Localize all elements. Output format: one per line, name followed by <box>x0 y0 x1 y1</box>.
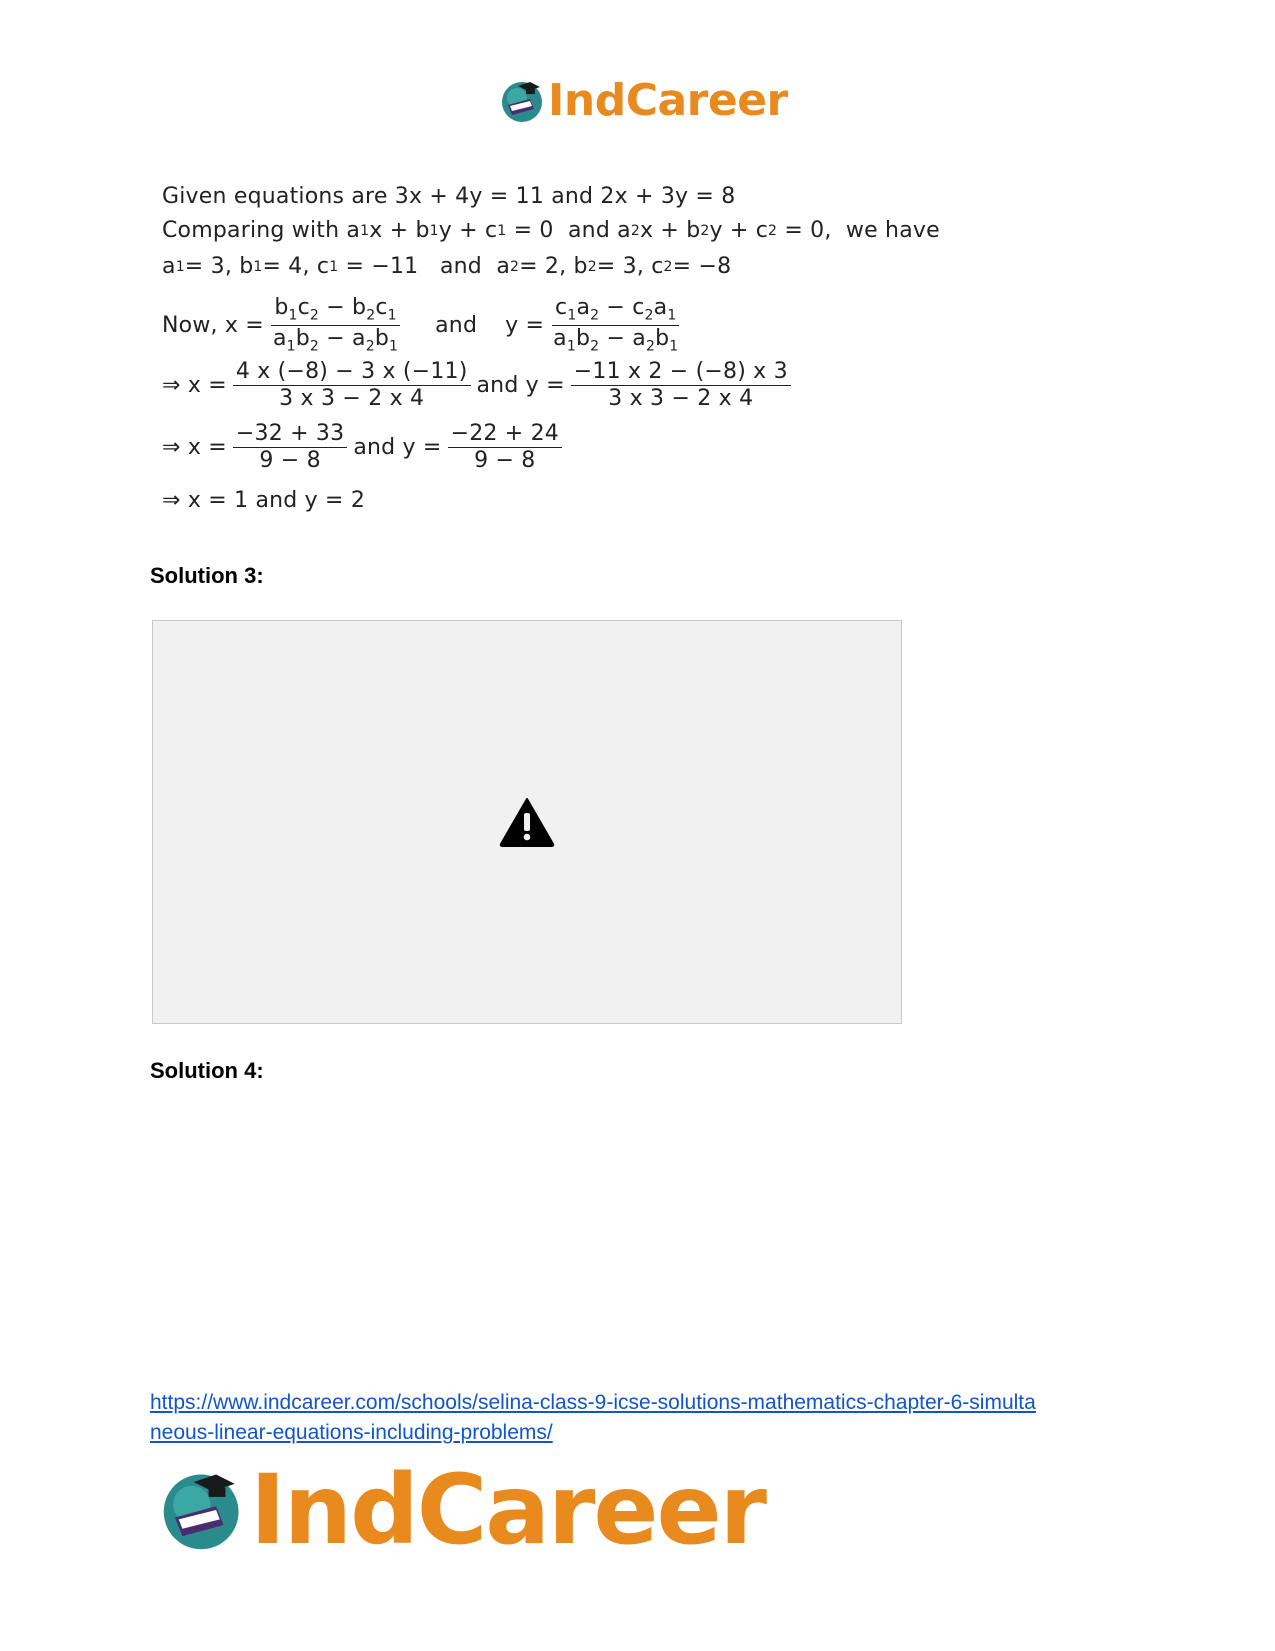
warning-icon <box>499 797 555 847</box>
fraction: $\frac{-22 + 24}{9 - 8}$ <box>448 422 562 473</box>
fraction: $\frac{-32 + 33}{9 - 8}$ <box>233 422 347 473</box>
globe-book-icon <box>500 78 546 124</box>
math-line: ⇒ x = $\frac{-32 + 33}{9 - 8}$ and y = $\frac{-22 + 24}{9 - 8}$ <box>162 422 568 473</box>
math-line: Comparing with a 1 x + b 1 y + c 1 = 0 and a 2 x + b 2 y + c 2 = 0, we have <box>162 218 940 243</box>
link-line[interactable]: neous-linear-equations-including-problems/ <box>150 1421 553 1444</box>
fraction: $\frac{c_1a_2 - c_2a_1}{a_1b_2 - a_2b_1}$ <box>553 295 679 355</box>
solution-4-heading: Solution 4: <box>150 1058 264 1083</box>
fraction: $\frac{-11 x 2 - (-8) x 3}{3 x 3 - 2 x 4}$ <box>571 360 791 411</box>
fraction: $\frac{4 x (-8) - 3 x (-11)}{3 x 3 - 2 x 4}$ <box>233 360 471 411</box>
fraction: $\frac{b_1c_2 - b_2c_1}{a_1b_2 - a_2b_1}$ <box>272 295 399 355</box>
globe-book-icon <box>160 1467 246 1553</box>
logo-wordmark: IndCareer <box>250 1454 765 1566</box>
link-line[interactable]: https://www.indcareer.com/schools/selina-class-9-icse-solutions-mathematics-chapter-6-simulta <box>150 1391 1036 1414</box>
math-line: a 1 = 3, b 1 = 4, c 1 = −11 and a 2 = 2, b 2 = 3, c 2 = −8 <box>162 254 732 279</box>
header-logo <box>500 75 788 126</box>
math-line: Given equations are 3x + 4y = 11 and 2x + 3y = 8 <box>162 184 736 209</box>
solution-3-heading: Solution 3: <box>150 563 264 588</box>
math-line: ⇒ x = $\frac{4 x (-8) - 3 x (-11)}{3 x 3 - 2 x 4}$ and y = $\frac{-11 x 2 - (-8) x 3}{3 x 3 - 2 x 4}$ <box>162 360 797 411</box>
math-line: ⇒ x = 1 and y = 2 <box>162 488 366 513</box>
footer-logo <box>160 1454 765 1566</box>
logo-wordmark: IndCareer <box>548 75 788 126</box>
math-line: Now, x = $\frac{b_1c_2 - b_2c_1}{a_1b_2 - a_2b_1}$ and y = $\frac{c_1a_2 - c_2a_1}{a_1b_2 - a_2b_1}$ <box>162 296 687 355</box>
source-link[interactable] <box>150 1388 1130 1448</box>
broken-image-placeholder <box>152 620 902 1024</box>
